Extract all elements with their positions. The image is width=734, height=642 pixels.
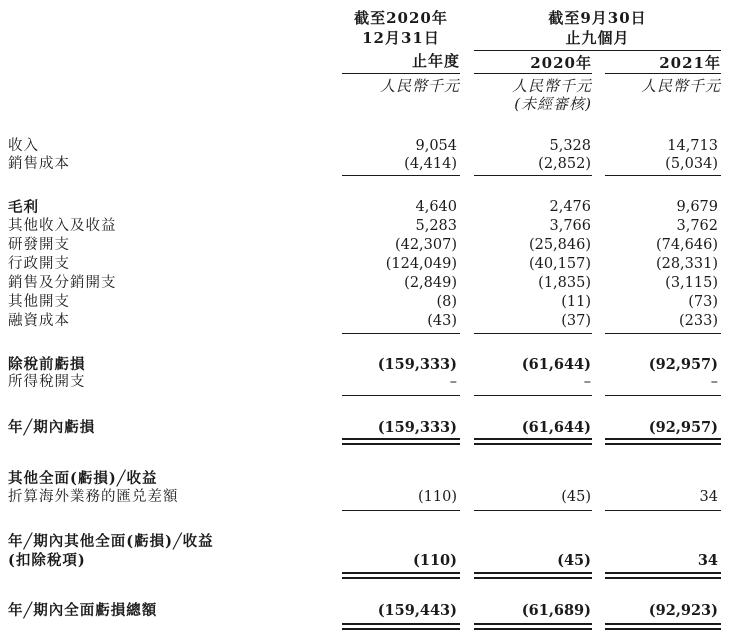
rule-pretax-c3 — [605, 333, 721, 334]
finance-costs-9m-2020: (37) — [561, 313, 591, 329]
row-label-income-tax: 所得稅開支 — [8, 374, 86, 390]
double-rule-total-c3-bottom — [605, 628, 721, 630]
col3-year-header: 2021年 — [659, 54, 721, 72]
double-rule-total-c3-top — [605, 623, 721, 625]
rule-loss-c2 — [474, 395, 592, 396]
admin-expenses-9m-2021: (28,331) — [655, 256, 718, 272]
col2-unit: 人民幣千元 — [511, 77, 592, 95]
double-rule-total-c2-bottom — [474, 628, 592, 630]
other-income-2020-fy: 5,283 — [415, 218, 457, 234]
other-expenses-9m-2021: (73) — [688, 294, 718, 310]
admin-expenses-9m-2020: (40,157) — [528, 256, 591, 272]
exchange-differences-9m-2021: 34 — [699, 489, 718, 505]
oci-for-period-9m-2020: (45) — [557, 552, 591, 569]
double-rule-loss-c1-bottom — [342, 443, 460, 445]
revenue-2020-fy: 9,054 — [415, 138, 457, 154]
row-label-exchange-differences: 折算海外業務的匯兑差額 — [8, 489, 179, 505]
row-label-other-expenses: 其他開支 — [8, 294, 70, 310]
income-tax-9m-2021: – — [710, 374, 718, 390]
rule-oci-c3 — [605, 510, 721, 511]
double-rule-loss-c3-bottom — [605, 443, 721, 445]
col2-unaudited-note: (未經審核) — [514, 95, 592, 113]
total-comprehensive-loss-9m-2021: (92,923) — [648, 602, 718, 619]
income-tax-9m-2020: – — [583, 374, 591, 390]
double-rule-loss-c2-bottom — [474, 443, 592, 445]
row-label-finance-costs: 融資成本 — [8, 313, 70, 329]
rnd-expenses-9m-2021: (74,646) — [655, 237, 718, 253]
row-label-revenue: 收入 — [8, 138, 39, 154]
double-rule-loss-c1-top — [342, 438, 460, 440]
selling-expenses-9m-2020: (1,835) — [538, 275, 591, 291]
col1-header-line3: 止年度 — [411, 52, 460, 70]
double-rule-oci-c2-bottom — [474, 577, 592, 579]
col2-header-rule — [474, 73, 592, 74]
oci-for-period-9m-2021: 34 — [697, 552, 718, 569]
total-comprehensive-loss-2020-fy: (159,443) — [377, 602, 457, 619]
cost-of-sales-2020-fy: (4,414) — [404, 156, 457, 172]
other-income-9m-2021: 3,762 — [676, 218, 718, 234]
double-rule-oci-c3-top — [605, 572, 721, 574]
gross-profit-9m-2020: 2,476 — [549, 199, 591, 215]
selling-expenses-2020-fy: (2,849) — [404, 275, 457, 291]
exchange-differences-2020-fy: (110) — [418, 489, 457, 505]
income-tax-2020-fy: – — [449, 374, 457, 390]
rule-oci-c2 — [474, 510, 592, 511]
rule-loss-c3 — [605, 395, 721, 396]
col1-header-line2: 12月31日 — [362, 29, 440, 47]
row-label-cost-of-sales: 銷售成本 — [8, 156, 70, 172]
revenue-9m-2020: 5,328 — [549, 138, 591, 154]
col1-header-line1: 截至2020年 — [354, 9, 448, 27]
double-rule-total-c2-top — [474, 623, 592, 625]
double-rule-oci-c1-top — [342, 572, 460, 574]
rule-gross-profit-c2 — [474, 175, 592, 176]
row-label-other-income: 其他收入及收益 — [8, 218, 117, 234]
other-expenses-2020-fy: (8) — [436, 294, 457, 310]
col3-header-rule — [605, 73, 721, 74]
gross-profit-9m-2021: 9,679 — [676, 199, 718, 215]
nine-month-header-line2: 止九個月 — [565, 29, 630, 47]
row-label-loss-for-period: 年╱期內虧損 — [8, 419, 96, 436]
rule-loss-c1 — [342, 395, 460, 396]
rule-gross-profit-c1 — [342, 175, 460, 176]
loss-for-period-9m-2020: (61,644) — [521, 419, 591, 436]
loss-for-period-9m-2021: (92,957) — [648, 419, 718, 436]
col3-unit: 人民幣千元 — [640, 77, 721, 95]
loss-before-tax-9m-2020: (61,644) — [521, 356, 591, 373]
row-label-gross-profit: 毛利 — [8, 199, 39, 216]
nine-month-header-rule — [474, 50, 721, 51]
double-rule-oci-c1-bottom — [342, 577, 460, 579]
double-rule-oci-c3-bottom — [605, 577, 721, 579]
rule-pretax-c1 — [342, 333, 460, 334]
row-label-loss-before-tax: 除稅前虧損 — [8, 356, 86, 373]
exchange-differences-9m-2020: (45) — [561, 489, 591, 505]
double-rule-loss-c2-top — [474, 438, 592, 440]
nine-month-header-line1: 截至9月30日 — [548, 9, 647, 27]
gross-profit-2020-fy: 4,640 — [415, 199, 457, 215]
col1-unit: 人民幣千元 — [379, 77, 460, 95]
total-comprehensive-loss-9m-2020: (61,689) — [521, 602, 591, 619]
double-rule-total-c1-bottom — [342, 628, 460, 630]
finance-costs-2020-fy: (43) — [427, 313, 457, 329]
cost-of-sales-9m-2021: (5,034) — [665, 156, 718, 172]
rule-oci-c1 — [342, 510, 460, 511]
section-label-oci: 其他全面(虧損)╱收益 — [8, 470, 158, 487]
selling-expenses-9m-2021: (3,115) — [665, 275, 718, 291]
rule-pretax-c2 — [474, 333, 592, 334]
row-label-total-comprehensive-loss: 年╱期內全面虧損總額 — [8, 602, 158, 619]
finance-costs-9m-2021: (233) — [679, 313, 718, 329]
row-label-admin-expenses: 行政開支 — [8, 256, 70, 272]
rnd-expenses-2020-fy: (42,307) — [394, 237, 457, 253]
row-label-rnd-expenses: 研發開支 — [8, 237, 70, 253]
row-label-net-of-tax: (扣除稅項) — [8, 552, 86, 569]
other-income-9m-2020: 3,766 — [549, 218, 591, 234]
oci-for-period-2020-fy: (110) — [413, 552, 457, 569]
col1-header-rule — [342, 73, 460, 74]
loss-before-tax-9m-2021: (92,957) — [648, 356, 718, 373]
loss-before-tax-2020-fy: (159,333) — [377, 356, 457, 373]
other-expenses-9m-2020: (11) — [561, 294, 591, 310]
double-rule-total-c1-top — [342, 623, 460, 625]
double-rule-loss-c3-top — [605, 438, 721, 440]
cost-of-sales-9m-2020: (2,852) — [538, 156, 591, 172]
rnd-expenses-9m-2020: (25,846) — [528, 237, 591, 253]
rule-gross-profit-c3 — [605, 175, 721, 176]
loss-for-period-2020-fy: (159,333) — [377, 419, 457, 436]
row-label-oci-for-period: 年╱期內其他全面(虧損)╱收益 — [8, 533, 214, 550]
admin-expenses-2020-fy: (124,049) — [385, 256, 457, 272]
row-label-selling-expenses: 銷售及分銷開支 — [8, 275, 117, 291]
col2-year-header: 2020年 — [530, 54, 592, 72]
revenue-9m-2021: 14,713 — [667, 138, 718, 154]
double-rule-oci-c2-top — [474, 572, 592, 574]
